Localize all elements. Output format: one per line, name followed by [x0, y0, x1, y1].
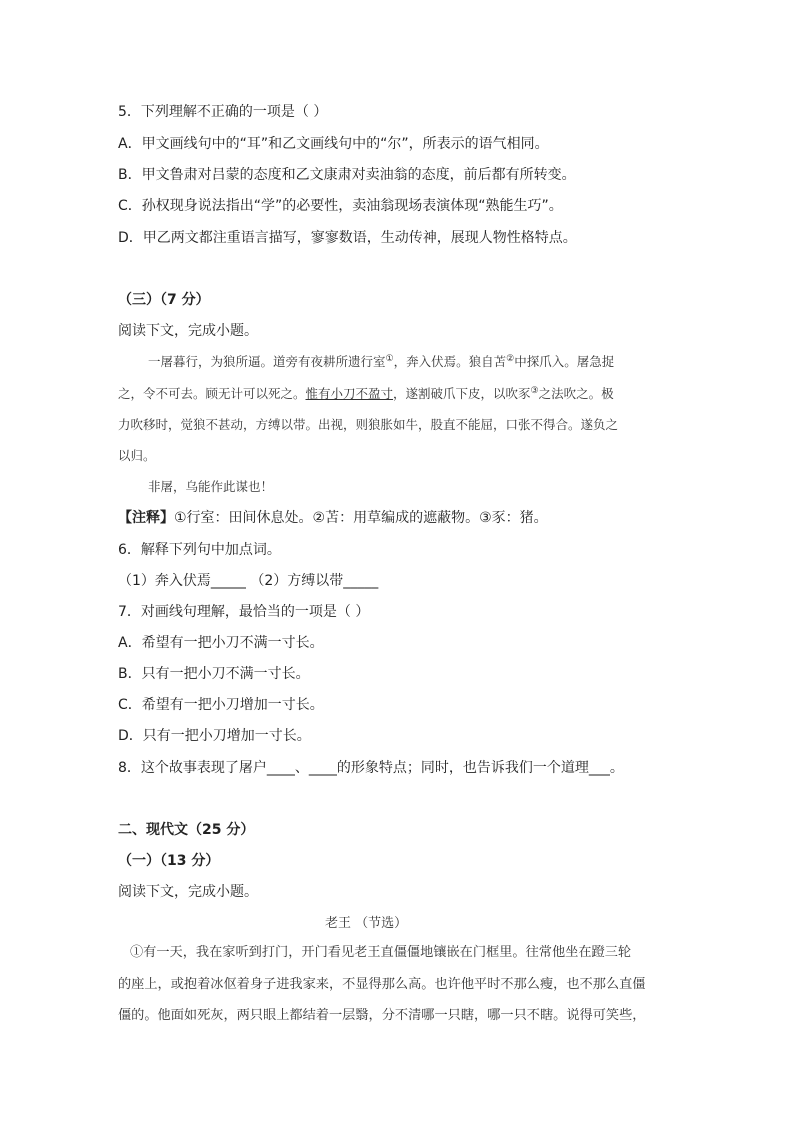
- passage-text: 中探爪入。屠急捉: [514, 354, 615, 369]
- footnote-ref-2: ②: [506, 354, 515, 364]
- passage-line-5: 非屠，乌能作此谋也！: [148, 479, 274, 494]
- q7-option-a: A．希望有一把小刀不满一寸长。: [118, 635, 324, 651]
- passage-text: 之，令不可去。顾无计可以死之。: [118, 386, 306, 401]
- footnote-ref-1: ①: [385, 354, 394, 364]
- article-line-2: 的座上，或抱着冰伛着身子进我家来，不显得那么高。也许他平时不那么瘦，也不那么直僵: [118, 977, 646, 992]
- q7-option-b: B．只有一把小刀不满一寸长。: [118, 666, 310, 682]
- passage-line-4: 以归。: [118, 448, 156, 463]
- passage-text: 之法吹之。极: [538, 386, 614, 401]
- article-line-3: 僵的。他面如死灰，两只眼上都结着一层翳，分不清哪一只瞎，哪一只不瞎。说得可笑些，: [118, 1008, 646, 1023]
- q7-option-c: C．希望有一把小刀增加一寸长。: [118, 697, 324, 713]
- q7-option-d: D．只有一把小刀增加一寸长。: [118, 728, 311, 744]
- q7-stem: 7．对画线句理解，最恰当的一项是（ ）: [118, 604, 370, 620]
- annotation-label: 【注释】: [118, 510, 174, 526]
- part-2-instruction: 阅读下文，完成小题。: [118, 884, 258, 900]
- passage-line-1: [148, 352, 614, 372]
- q8-stem: 8．这个故事表现了屠户____、____的形象特点；同时，也告诉我们一个道理___。: [118, 760, 624, 776]
- part-2-title: 二、现代文（25 分）: [118, 822, 255, 838]
- annotation-text: ①行室：田间休息处。②苫：用草编成的遮蔽物。③豕：猪。: [174, 510, 548, 526]
- q6-items: （1）奔入伏焉_____ （2）方缚以带_____: [118, 573, 379, 589]
- passage-line-3: 力吹移时，觉狼不甚动，方缚以带。出视，则狼胀如牛，股直不能屈，口张不得合。遂负之: [118, 417, 619, 432]
- annotation: [118, 508, 548, 528]
- article-title: 老王 （节选）: [325, 916, 408, 931]
- section-3-title: （三）（7 分）: [118, 292, 210, 308]
- passage-text: ，遂割破爪下皮，以吹豕: [393, 386, 531, 401]
- section-3-instruction: 阅读下文，完成小题。: [118, 323, 258, 339]
- q6-stem: 6．解释下列句中加点词。: [118, 542, 281, 558]
- underlined-sentence: 惟有小刀不盈寸: [305, 386, 394, 401]
- passage-text: ，奔入伏焉。狼自苫: [393, 354, 507, 369]
- passage-text: 一屠暮行，为狼所逼。道旁有夜耕所遗行室: [148, 354, 386, 369]
- q5-stem: 5．下列理解不正确的一项是（ ）: [118, 104, 328, 120]
- passage-line-2: [118, 384, 614, 404]
- footnote-ref-3: ③: [530, 386, 539, 396]
- article-line-1: ①有一天，我在家听到打门，开门看见老王直僵僵地镶嵌在门框里。往常他坐在蹬三轮: [130, 945, 632, 960]
- q5-option-a: A．甲文画线句中的“耳”和乙文画线句中的“尔”，所表示的语气相同。: [118, 136, 549, 152]
- q5-option-d: D．甲乙两文都注重语言描写，寥寥数语，生动传神，展现人物性格特点。: [118, 230, 577, 246]
- q5-option-c: C．孙权现身说法指出“学”的必要性，卖油翁现场表演体现“熟能生巧”。: [118, 198, 563, 214]
- part-2-sub-1: （一）（13 分）: [118, 853, 220, 869]
- q5-option-b: B．甲文鲁肃对吕蒙的态度和乙文康肃对卖油翁的态度，前后都有所转变。: [118, 167, 576, 183]
